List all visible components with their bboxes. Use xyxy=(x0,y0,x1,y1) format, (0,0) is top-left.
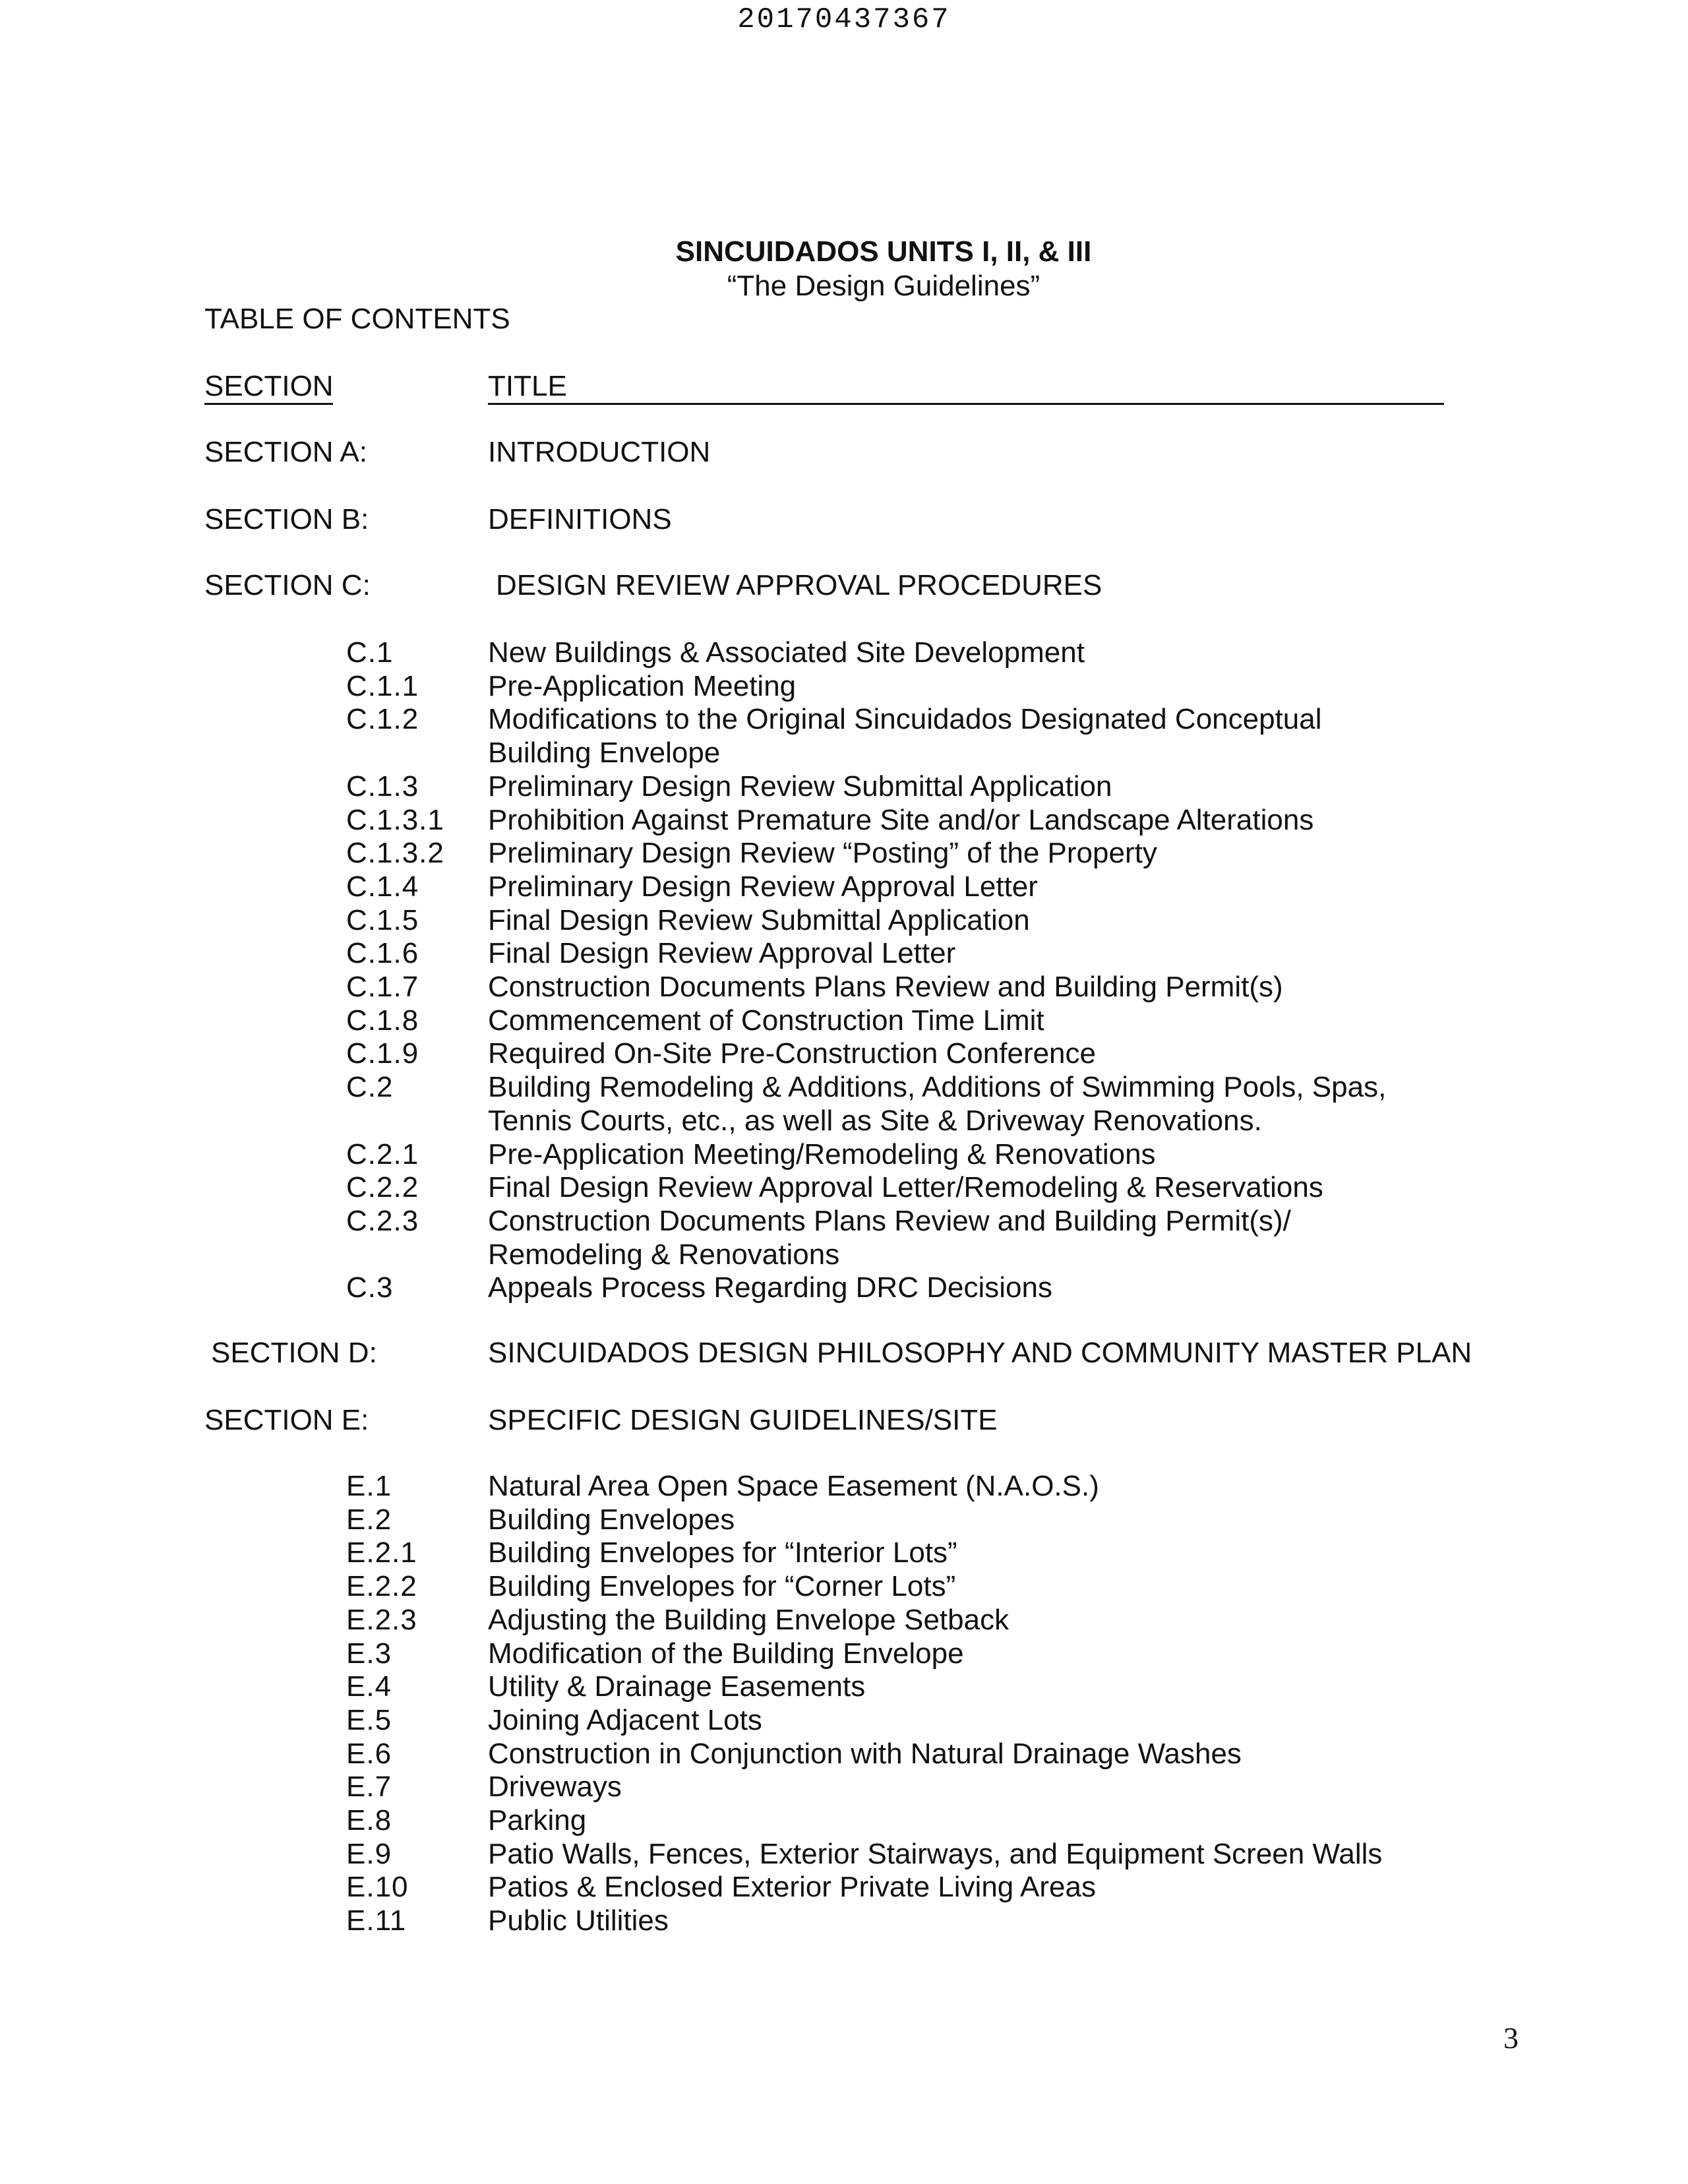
section-a-title: INTRODUCTION xyxy=(488,436,711,468)
section-e-entry-title: Public Utilities xyxy=(488,1904,669,1937)
section-e-entry-number: E.2.1 xyxy=(346,1536,417,1569)
section-e-label: SECTION E: xyxy=(204,1404,369,1436)
section-c-entry-number: C.1.3.2 xyxy=(346,837,444,870)
section-c-entry-number: C.1.7 xyxy=(346,971,419,1003)
section-e-entry-number: E.9 xyxy=(346,1837,392,1870)
section-c-entry-number: C.2.2 xyxy=(346,1171,419,1204)
column-header-section: SECTION xyxy=(204,370,334,402)
section-c-entry-number: C.2 xyxy=(346,1071,394,1104)
section-d-title: SINCUIDADOS DESIGN PHILOSOPHY AND COMMUNITY MASTER PLAN xyxy=(488,1337,1472,1369)
document-subtitle: “The Design Guidelines” xyxy=(727,270,1040,302)
section-e-entry-title: Joining Adjacent Lots xyxy=(488,1703,762,1736)
section-c-entry-number: C.2.3 xyxy=(346,1204,419,1237)
section-e-entry-number: E.7 xyxy=(346,1771,392,1804)
section-e-entry-number: E.6 xyxy=(346,1737,392,1770)
section-e-entry-number: E.10 xyxy=(346,1871,409,1904)
section-e-entry-title: Building Envelopes for “Corner Lots” xyxy=(488,1570,956,1603)
section-e-entry-number: E.3 xyxy=(346,1637,392,1670)
section-c-entry-title: Required On-Site Pre-Construction Conference xyxy=(488,1037,1097,1070)
section-c-entry-title: Preliminary Design Review Submittal Application xyxy=(488,770,1112,803)
section-a-label: SECTION A: xyxy=(204,436,367,468)
section-e-entry-title: Patios & Enclosed Exterior Private Living Areas xyxy=(488,1871,1097,1904)
header-underline-title xyxy=(488,403,1444,405)
section-e-entry-number: E.2.3 xyxy=(346,1603,417,1636)
section-c-entry-title: Modifications to the Original Sincuidados Designated Conceptual xyxy=(488,703,1322,736)
section-e-entry-title: Driveways xyxy=(488,1771,622,1804)
section-c-entry-title: Preliminary Design Review Approval Letter xyxy=(488,870,1038,903)
section-c-entry-title: Final Design Review Approval Letter xyxy=(488,937,956,970)
document-number: 20170437367 xyxy=(737,3,951,36)
section-c-entry-title: Construction Documents Plans Review and Building Permit(s) xyxy=(488,971,1283,1003)
section-c-title: DESIGN REVIEW APPROVAL PROCEDURES xyxy=(496,569,1102,601)
section-c-entry-number: C.3 xyxy=(346,1271,394,1304)
section-c-entry-title: New Buildings & Associated Site Development xyxy=(488,636,1085,669)
section-c-entry-number: C.1.1 xyxy=(346,669,419,702)
section-e-entry-title: Modification of the Building Envelope xyxy=(488,1637,964,1670)
header-underline-section xyxy=(204,403,333,405)
section-e-entry-number: E.4 xyxy=(346,1670,392,1703)
section-e-entry-title: Construction in Conjunction with Natural Drainage Washes xyxy=(488,1737,1242,1770)
section-c-entry-title: Final Design Review Approval Letter/Remodeling & Reservations xyxy=(488,1171,1323,1204)
section-d-label: SECTION D: xyxy=(211,1337,377,1369)
column-header-title: TITLE xyxy=(488,370,567,402)
section-e-entry-title: Building Envelopes for “Interior Lots” xyxy=(488,1536,957,1569)
section-e-entry-title: Adjusting the Building Envelope Setback xyxy=(488,1603,1010,1636)
section-b-label: SECTION B: xyxy=(204,503,369,535)
section-c-entry-title: Prohibition Against Premature Site and/or Landscape Alterations xyxy=(488,803,1314,836)
section-c-entry-number: C.2.1 xyxy=(346,1138,419,1170)
section-c-entry-number: C.1.4 xyxy=(346,870,419,903)
section-e-entry-number: E.11 xyxy=(346,1904,407,1937)
section-e-entry-title: Utility & Drainage Easements xyxy=(488,1670,866,1703)
section-e-entry-number: E.2 xyxy=(346,1503,392,1536)
section-c-entry-title: Pre-Application Meeting/Remodeling & Renovations xyxy=(488,1138,1156,1170)
section-e-title: SPECIFIC DESIGN GUIDELINES/SITE xyxy=(488,1404,998,1436)
document-title: SINCUIDADOS UNITS I, II, & III xyxy=(675,235,1092,268)
section-c-entry-number: C.1.2 xyxy=(346,703,419,736)
section-c-entry-title: Pre-Application Meeting xyxy=(488,669,797,702)
section-e-entry-number: E.1 xyxy=(346,1470,392,1502)
section-c-entry-title: Remodeling & Renovations xyxy=(488,1238,840,1271)
section-e-entry-title: Parking xyxy=(488,1804,587,1836)
section-c-entry-number: C.1.3.1 xyxy=(346,803,444,836)
section-c-entry-title: Commencement of Construction Time Limit xyxy=(488,1004,1044,1037)
section-e-entry-title: Building Envelopes xyxy=(488,1503,735,1536)
section-b-title: DEFINITIONS xyxy=(488,503,672,535)
section-c-entry-title: Building Envelope xyxy=(488,737,721,770)
section-c-entry-title: Final Design Review Submittal Application xyxy=(488,903,1030,936)
section-c-entry-title: Construction Documents Plans Review and Building Permit(s)/ xyxy=(488,1204,1291,1237)
section-c-entry-title: Building Remodeling & Additions, Additions of Swimming Pools, Spas, xyxy=(488,1071,1387,1104)
section-e-entry-number: E.2.2 xyxy=(346,1570,417,1603)
section-e-entry-title: Patio Walls, Fences, Exterior Stairways, and Equipment Screen Walls xyxy=(488,1837,1383,1870)
section-c-entry-number: C.1.6 xyxy=(346,937,419,970)
section-c-label: SECTION C: xyxy=(204,569,371,601)
section-c-entry-number: C.1.3 xyxy=(346,770,419,803)
section-c-entry-number: C.1.5 xyxy=(346,903,419,936)
section-e-entry-number: E.8 xyxy=(346,1804,392,1836)
section-e-entry-title: Natural Area Open Space Easement (N.A.O.S.) xyxy=(488,1470,1099,1502)
section-c-entry-number: C.1.9 xyxy=(346,1037,419,1070)
page-number: 3 xyxy=(1503,2021,1519,2055)
section-c-entry-title: Preliminary Design Review “Posting” of the Property xyxy=(488,837,1157,870)
section-c-entry-number: C.1 xyxy=(346,636,394,669)
title-block xyxy=(659,235,1108,303)
section-c-entry-title: Appeals Process Regarding DRC Decisions xyxy=(488,1271,1052,1304)
section-c-entry-title: Tennis Courts, etc., as well as Site & Driveway Renovations. xyxy=(488,1104,1262,1137)
toc-label: TABLE OF CONTENTS xyxy=(204,303,510,335)
section-c-entry-number: C.1.8 xyxy=(346,1004,419,1037)
section-e-entry-number: E.5 xyxy=(346,1703,392,1736)
